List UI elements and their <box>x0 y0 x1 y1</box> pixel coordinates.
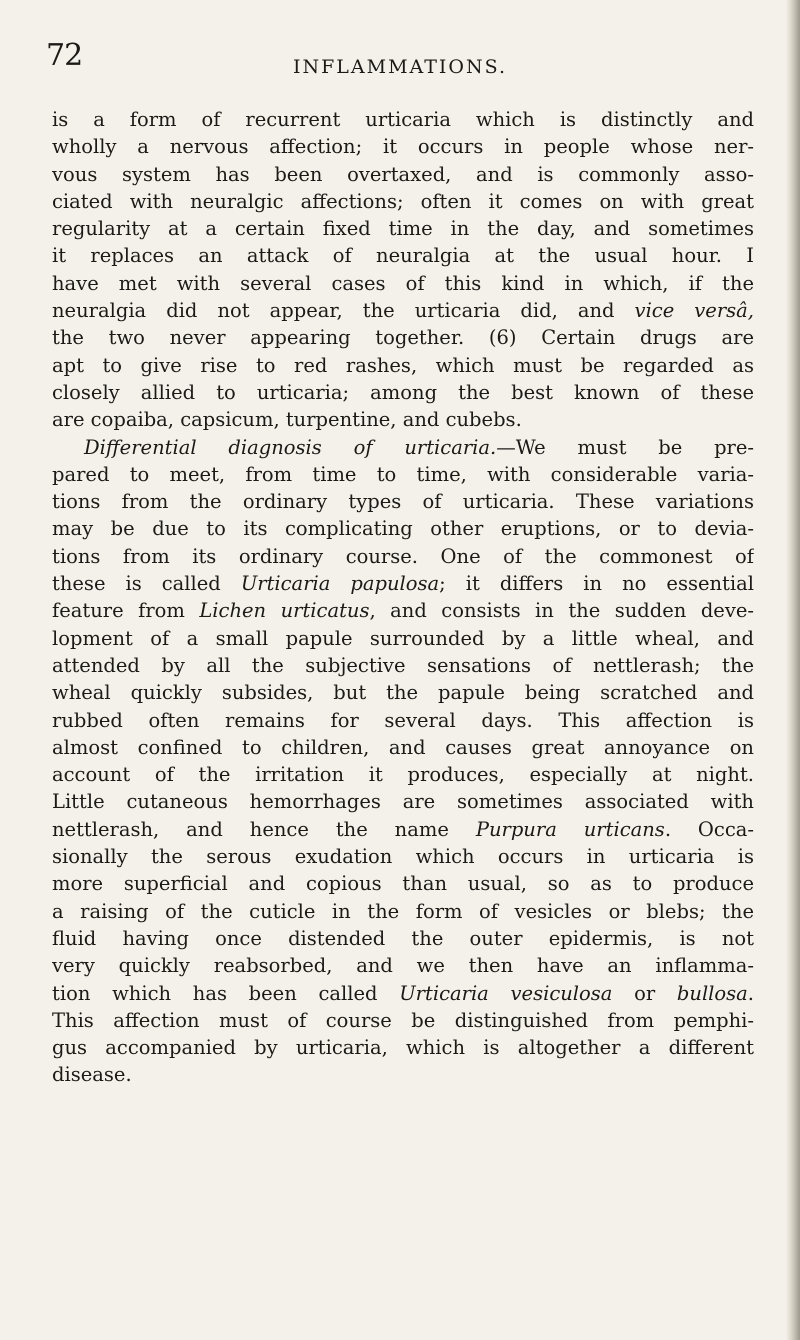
text-segment: tion which has been called <box>52 981 400 1005</box>
text-line <box>52 679 754 706</box>
text-line <box>52 406 754 433</box>
page-edge-shadow <box>786 0 800 1340</box>
text-line <box>52 625 754 652</box>
italic-text: Purpura urticans <box>475 817 665 841</box>
text-segment: it replaces an attack of neuralgia at the usual hour. I <box>52 244 754 268</box>
italic-text: Differential diagnosis of urticaria. <box>84 435 497 459</box>
text-line <box>52 925 754 952</box>
text-line <box>52 215 754 242</box>
text-line <box>52 597 754 624</box>
text-segment: almost confined to children, and causes great annoyance on <box>52 735 754 759</box>
text-segment: a raising of the cuticle in the form of vesicles or blebs; the <box>52 899 754 923</box>
text-line <box>52 270 754 297</box>
text-segment: feature from <box>52 599 200 623</box>
text-segment: disease. <box>52 1063 132 1087</box>
text-segment: nettlerash, and hence the name <box>52 817 476 841</box>
text-line <box>52 843 754 870</box>
text-line <box>52 515 754 542</box>
text-segment: closely allied to urticaria; among the best known of these <box>52 380 754 404</box>
text-segment: very quickly reabsorbed, and we then have an inflamma- <box>52 954 754 978</box>
italic-text: vice versâ, <box>634 299 754 323</box>
text-line <box>52 324 754 351</box>
text-line <box>52 379 754 406</box>
page-number: 72 <box>46 38 83 73</box>
italic-text: Lichen urticatus <box>199 599 370 623</box>
text-line <box>52 952 754 979</box>
text-line <box>52 1061 754 1088</box>
text-line <box>52 543 754 570</box>
text-line <box>52 434 754 461</box>
text-line <box>52 188 754 215</box>
text-line <box>52 488 754 515</box>
text-segment: wheal quickly subsides, but the papule being scratched and <box>52 681 754 705</box>
text-segment: is a form of recurrent urticaria which is distinctly and <box>52 108 754 131</box>
text-line <box>52 734 754 761</box>
text-segment: gus accompanied by urticaria, which is altogether a different <box>52 1036 754 1060</box>
text-line <box>52 980 754 1007</box>
text-segment: account of the irritation it produces, especially at night. <box>52 763 754 787</box>
text-segment: vous system has been overtaxed, and is commonly asso- <box>52 162 754 186</box>
text-segment: . Occa- <box>664 817 754 841</box>
text-line <box>52 761 754 788</box>
text-segment: the two never appearing together. (6) Certain drugs are <box>52 326 754 350</box>
text-line <box>52 788 754 815</box>
text-line <box>52 816 754 843</box>
text-segment: Little cutaneous hemorrhages are sometimes associated with <box>52 790 754 814</box>
text-segment: rubbed often remains for several days. This affection is <box>52 708 754 732</box>
text-line <box>52 133 754 160</box>
text-segment: these is called <box>52 572 241 596</box>
text-segment: apt to give rise to red rashes, which must be regarded as <box>52 353 754 377</box>
text-segment: . <box>747 981 754 1005</box>
text-segment: , and consists in the sudden deve- <box>369 599 754 623</box>
text-segment: ; it differs in no essential <box>439 572 754 596</box>
body-text <box>52 106 754 1089</box>
text-line <box>52 570 754 597</box>
text-line <box>52 1007 754 1034</box>
italic-text: Urticaria vesiculosa <box>399 981 613 1005</box>
italic-text: Urticaria papulosa <box>240 572 440 596</box>
text-line <box>52 242 754 269</box>
text-segment: lopment of a small papule surrounded by a little wheal, and <box>52 626 754 650</box>
italic-text: bullosa <box>676 981 748 1005</box>
text-segment: more superficial and copious than usual, so as to produce <box>52 872 754 896</box>
text-segment: tions from its ordinary course. One of the commonest of <box>52 544 754 568</box>
text-segment: are copaiba, capsicum, turpentine, and cubebs. <box>52 408 522 432</box>
text-line <box>52 297 754 324</box>
text-line <box>52 898 754 925</box>
text-segment: This affection must of course be distinguished from pemphi- <box>52 1008 754 1032</box>
text-line <box>52 1034 754 1061</box>
text-segment: regularity at a certain fixed time in the day, and sometimes <box>52 217 754 241</box>
text-line <box>52 161 754 188</box>
text-segment: ciated with neuralgic affections; often it comes on with great <box>52 189 754 213</box>
text-segment: pared to meet, from time to time, with considerable varia- <box>52 462 754 486</box>
text-segment: fluid having once distended the outer epidermis, is not <box>52 926 754 950</box>
text-segment: tions from the ordinary types of urticaria. These variations <box>52 490 754 514</box>
text-line <box>52 461 754 488</box>
running-head: INFLAMMATIONS. <box>292 56 507 78</box>
text-line <box>52 652 754 679</box>
text-line <box>52 870 754 897</box>
text-line <box>52 106 754 133</box>
text-line <box>52 352 754 379</box>
text-segment: wholly a nervous affection; it occurs in people whose ner- <box>52 135 754 159</box>
text-segment: may be due to its complicating other eruptions, or to devia- <box>52 517 754 541</box>
text-line <box>52 707 754 734</box>
text-segment: neuralgia did not appear, the urticaria did, and <box>52 299 635 323</box>
text-segment: or <box>612 981 677 1005</box>
text-segment: have met with several cases of this kind in which, if the <box>52 271 754 295</box>
text-segment: attended by all the subjective sensations of nettlerash; the <box>52 653 754 677</box>
text-segment: —We must be pre- <box>496 435 754 459</box>
text-segment: sionally the serous exudation which occurs in urticaria is <box>52 845 754 869</box>
